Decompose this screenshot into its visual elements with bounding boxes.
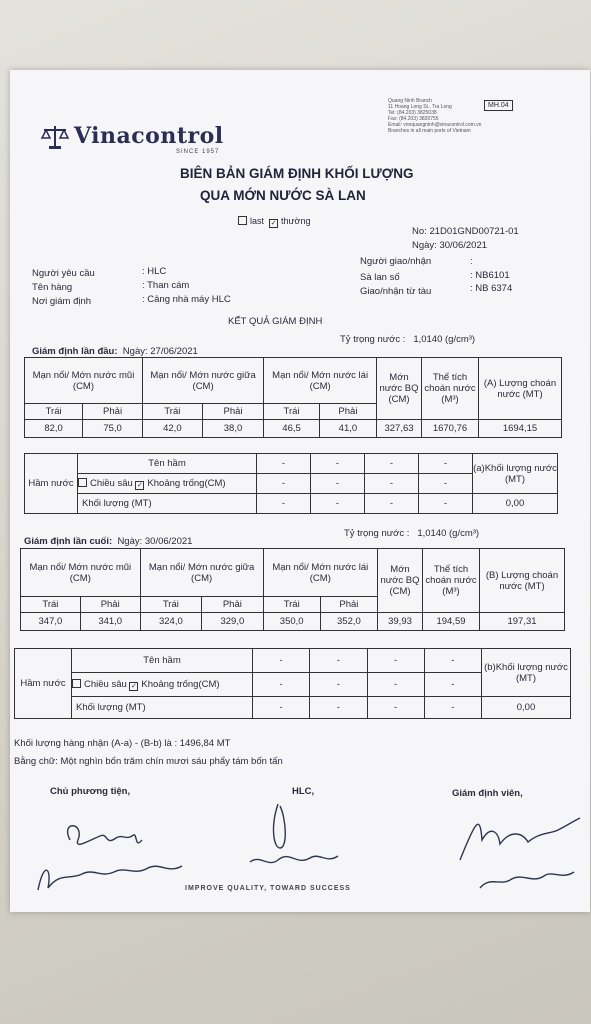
dash-cell: - [419,494,473,514]
tank-result-label: (b)Khối lượng nước (MT) [482,649,571,697]
value-cell: 41,0 [319,420,376,438]
header-cell: Mạn nổi/ Mớn nước giữa (CM) [140,549,263,597]
value-cell: 194,59 [423,613,480,631]
dash-cell: - [367,649,424,673]
thuong-label: thường [281,216,311,226]
result-title: KẾT QUẢ GIÁM ĐỊNH [228,316,323,327]
dash-cell: - [365,454,419,474]
density-value: 1,0140 (g/cm³) [413,334,476,345]
side-label: Phải [83,404,143,420]
final-density [344,528,479,539]
doc-date [412,240,487,251]
final-section [24,536,192,547]
side-label: Phải [319,404,376,420]
last-checkbox[interactable] [238,216,247,225]
value-cell: 75,0 [83,420,143,438]
density-label: Tỷ trọng nước : [344,528,410,539]
dash-cell: - [367,697,424,719]
company-logo [40,122,224,152]
section-date: Ngày: 27/06/2021 [122,346,198,357]
initial-density [340,334,475,345]
barge-label: Sà lan số [360,272,400,283]
ship-label: Giao/nhận từ tàu [360,286,432,297]
space-label: Khoảng trống(CM) [141,678,220,690]
initial-draft-table [24,357,562,438]
space-checkbox[interactable]: ✓ [136,481,143,489]
tank-mode-options [78,474,257,494]
dash-cell: - [311,454,365,474]
tank-result-label: (a)Khối lượng nước (MT) [473,454,558,494]
value-cell: 46,5 [264,420,320,438]
dash-cell: - [365,494,419,514]
value-cell: 39,93 [378,613,423,631]
value-cell: 82,0 [25,420,83,438]
side-label: Phải [80,597,140,613]
tank-row-label: Hầm nước [15,649,72,719]
tank-mass-label: Khối lượng (MT) [72,697,253,719]
hlc-signature-image [240,798,350,878]
branch-line: Fax: (84.203) 3820755 [388,116,439,122]
goods-value: : Than cám [142,280,190,291]
form-number: MH.04 [484,100,513,111]
value-cell: 347,0 [21,613,81,631]
tank-name-label: Tên hầm [78,454,257,474]
depth-checkbox[interactable] [72,679,81,688]
dash-cell: - [257,454,311,474]
header-cell: Thể tích choán nước (M³) [422,358,479,420]
mass-in-words: Bằng chữ: Một nghìn bốn trăm chín mươi sáu phẩy tám bốn tấn [14,756,283,767]
branch-info [388,98,481,134]
barge-value: : NB6101 [470,270,510,281]
inspector-sign-label: Giám định viên, [452,788,523,799]
side-label: Trái [25,404,83,420]
doc-number [412,226,519,237]
header-cell: Mạn nổi/ Mớn nước giữa (CM) [142,358,263,404]
option-row [238,216,310,228]
header-cell: Mạn nổi/ Mớn nước mũi (CM) [21,549,141,597]
value-cell: 329,0 [202,613,264,631]
tank-mass-label: Khối lượng (MT) [78,494,257,514]
since-text: SINCE 1957 [176,149,220,155]
owner-sign-label: Chủ phương tiện, [50,786,131,797]
final-draft-table [20,548,565,631]
side-label: Trái [142,404,202,420]
dash-cell: - [257,474,311,494]
tank-mode-options [72,673,253,697]
dash-cell: - [253,697,310,719]
thuong-checkbox[interactable] [269,219,278,228]
owner-signature-image [30,810,190,900]
density-label: Tỷ trọng nước : [340,334,406,345]
section-label: Giám định lần cuối: [24,536,113,547]
scales-logo-icon [40,122,70,152]
dash-cell: - [253,673,310,697]
dash-cell: - [424,673,481,697]
doc-number-label: No: [412,226,427,237]
section-label: Giám định lần đầu: [32,346,118,357]
goods-label: Tên hàng [32,282,73,293]
space-label: Khoảng trống(CM) [147,477,226,489]
value-cell: 352,0 [320,613,377,631]
inspector-signature-image [440,800,585,900]
dash-cell: - [310,649,367,673]
deliver-label: Người giao/nhận [360,256,432,267]
side-label: Trái [264,404,320,420]
doc-date-value: 30/06/2021 [439,240,488,251]
tank-result-value: 0,00 [473,494,558,514]
value-cell: 324,0 [140,613,202,631]
branch-line: Quang Ninh Branch [388,98,432,104]
header-cell: Thể tích choán nước (M³) [423,549,480,613]
header-cell: Mạn nổi/ Mớn nước mũi (CM) [25,358,143,404]
value-cell: 327,63 [377,420,422,438]
header-cell: (B) Lượng choán nước (MT) [480,549,565,613]
requester-label: Người yêu cầu [32,268,95,279]
branch-line: 11 Hoang Long St., Tra Long [388,104,452,110]
depth-checkbox[interactable] [78,478,87,487]
value-cell: 197,31 [480,613,565,631]
dash-cell: - [253,649,310,673]
dash-cell: - [367,673,424,697]
dash-cell: - [310,697,367,719]
side-label: Trái [263,597,320,613]
header-cell: (A) Lượng choán nước (MT) [479,358,562,420]
company-slogan: IMPROVE QUALITY, TOWARD SUCCESS [185,885,351,892]
deliver-value: : [470,256,473,267]
value-cell: 341,0 [80,613,140,631]
value-cell: 38,0 [202,420,263,438]
dash-cell: - [310,673,367,697]
document-title: BIÊN BẢN GIÁM ĐỊNH KHỐI LƯỢNG [180,166,414,181]
dash-cell: - [365,474,419,494]
dash-cell: - [424,649,481,673]
header-cell: Mạn nổi/ Mớn nước lái (CM) [263,549,377,597]
value-cell: 350,0 [263,613,320,631]
initial-section [32,346,198,357]
document-page [10,70,590,912]
value-cell: 1670,76 [422,420,479,438]
dash-cell: - [311,494,365,514]
document-subtitle: QUA MỚN NƯỚC SÀ LAN [200,188,366,203]
depth-label: Chiều sâu [84,678,127,690]
depth-label: Chiều sâu [90,477,133,489]
header-cell: Mạn nổi/ Mớn nước lái (CM) [264,358,377,404]
section-date: Ngày: 30/06/2021 [117,536,193,547]
dash-cell: - [419,474,473,494]
net-mass-formula: Khối lượng hàng nhận (A-a) - (B-b) là : 1496,84 MT [14,738,231,749]
dash-cell: - [257,494,311,514]
doc-number-value: 21D01GND00721-01 [429,226,519,237]
place-value: : Cảng nhà máy HLC [142,294,231,305]
branch-line: Email: vnnquangninh@vinacontrol.com.vn [388,122,482,128]
value-cell: 1694,15 [479,420,562,438]
dash-cell: - [311,474,365,494]
tank-result-value: 0,00 [482,697,571,719]
header-cell: Mớn nước BQ (CM) [378,549,423,613]
requester-value: : HLC [142,266,167,277]
logo-text: Vinacontrol [74,123,224,149]
dash-cell: - [419,454,473,474]
ship-value: : NB 6374 [470,283,513,294]
side-label: Trái [140,597,202,613]
tank-table-initial [24,453,558,514]
tank-row-label: Hầm nước [25,454,78,514]
place-label: Nơi giám định [32,296,92,307]
value-cell: 42,0 [142,420,202,438]
header-cell: Mớn nước BQ (CM) [377,358,422,420]
branch-line: Branches in all main ports of Vietnam [388,128,471,134]
side-label: Phải [202,404,263,420]
branch-line: Tel: (84.203) 3825038 [388,110,437,116]
doc-date-label: Ngày: [412,240,437,251]
tank-name-label: Tên hầm [72,649,253,673]
check-icon: ✓ [270,220,277,227]
side-label: Phải [202,597,264,613]
last-label: last [250,216,265,226]
hlc-sign-label: HLC, [292,786,315,797]
density-value: 1,0140 (g/cm³) [417,528,480,539]
side-label: Phải [320,597,377,613]
space-checkbox[interactable]: ✓ [130,682,137,690]
side-label: Trái [21,597,81,613]
dash-cell: - [424,697,481,719]
tank-table-final [14,648,571,719]
